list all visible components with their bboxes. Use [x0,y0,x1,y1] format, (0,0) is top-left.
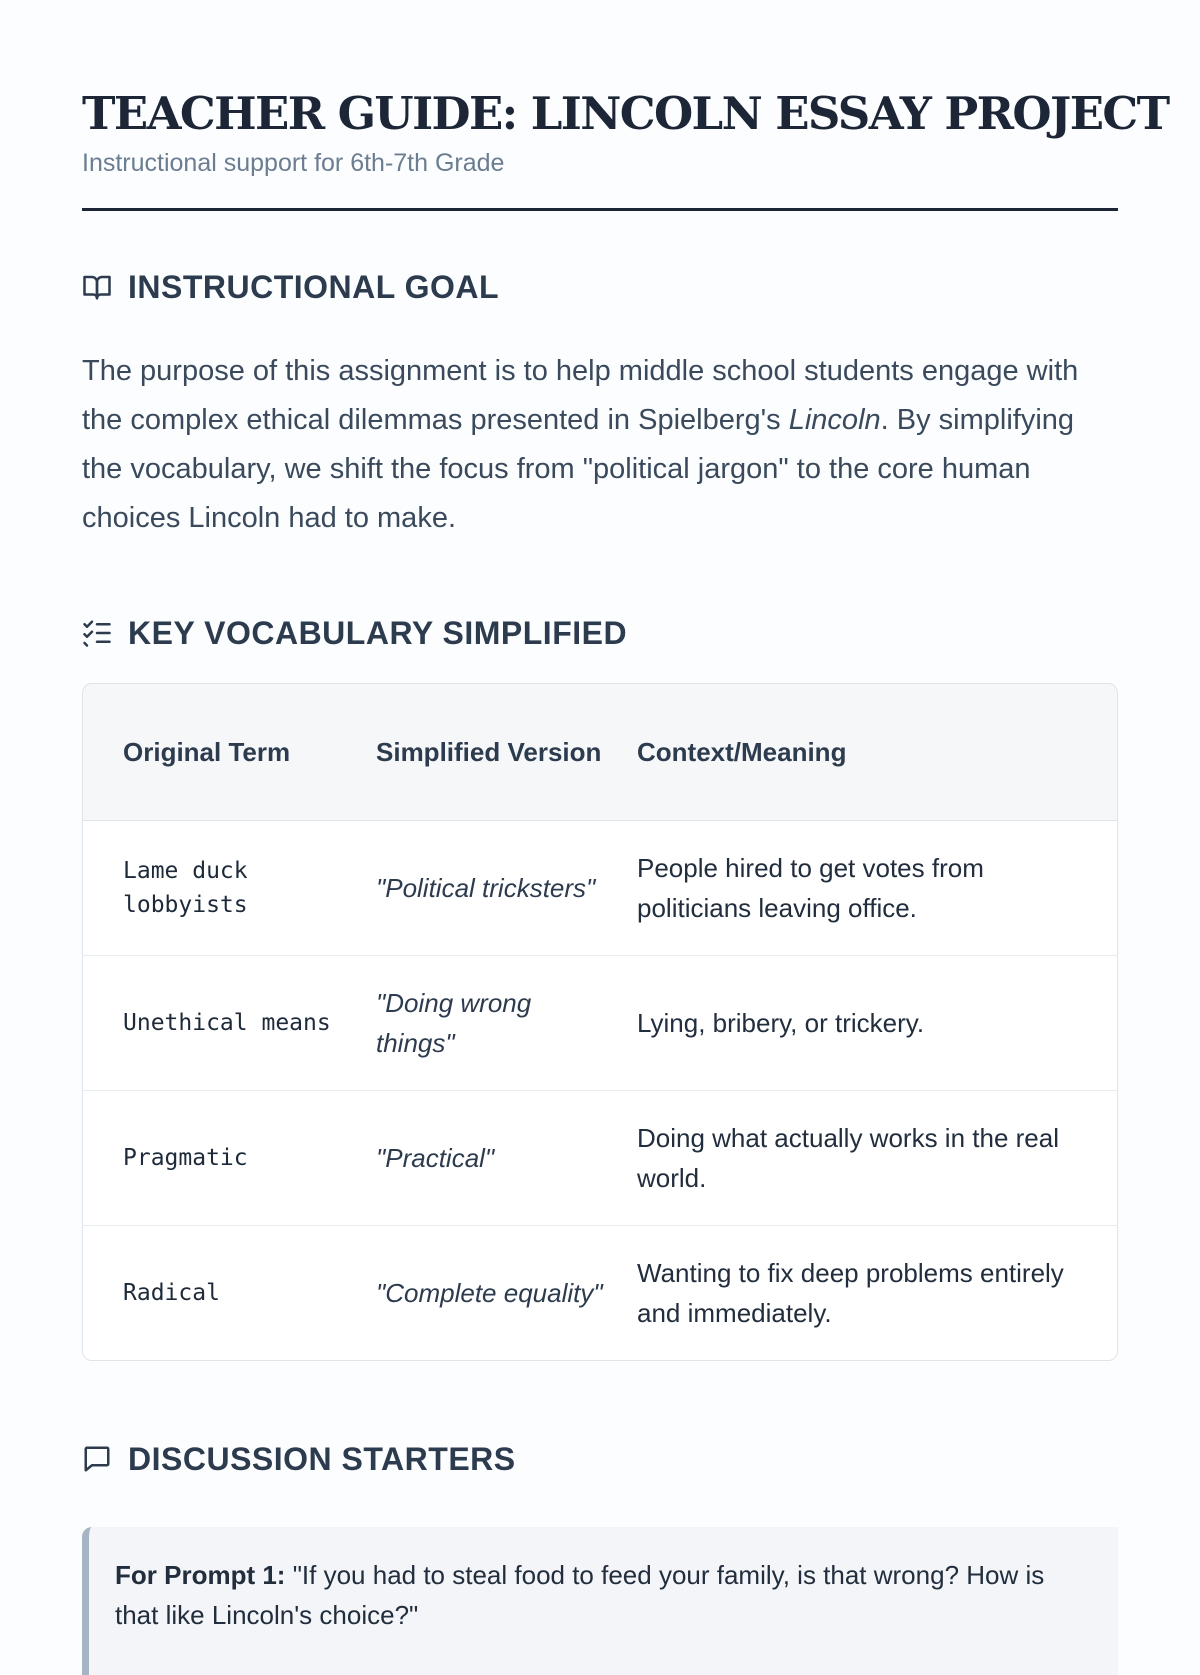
table-row [83,955,1117,1090]
goal-paragraph: The purpose of this assignment is to help middle school students engage with the complex ethical dilemmas presented in Spielberg's Lincoln. By simplifying the vocabulary, we shift the focus from "political jargon" to the core human choices Lincoln had to make. [82,355,1079,534]
section-title-discussion-starters [82,1439,1118,1479]
simplified-cell: "Doing wrong things" [348,955,637,1090]
table-header-row [83,684,1117,820]
header-divider [82,208,1118,211]
starter-label: For Prompt 1: [115,1560,286,1590]
meaning-cell: Wanting to fix deep problems entirely and immediately. [637,1225,1117,1360]
page-subtitle: Instructional support for 6th-7th Grade [82,149,505,177]
term-cell: Unethical means [83,955,348,1090]
column-header-simplified-version: Simplified Version [348,684,637,820]
simplified-cell: "Practical" [348,1090,637,1225]
starter-text: "If you had to steal food to feed your family, is that wrong? How is that like Lincoln's choice?" [115,1560,1045,1630]
table-row [83,820,1117,955]
term-cell: Pragmatic [83,1090,348,1225]
meaning-cell: Lying, bribery, or trickery. [637,955,1117,1090]
term-cell: Lame duck lobbyists [123,857,248,918]
discussion-starter-card [82,1527,1118,1675]
table-row [83,1090,1117,1225]
checklist-icon [82,618,112,648]
column-header-original-term: Original Term [83,684,348,820]
section-title-text: DISCUSSION STARTERS [128,1441,516,1477]
meaning-cell: Doing what actually works in the real world. [637,1090,1117,1225]
column-header-context-meaning: Context/Meaning [637,684,1117,820]
simplified-cell: "Political tricksters" [376,872,596,903]
film-title: Lincoln [788,404,881,436]
section-title-text: KEY VOCABULARY SIMPLIFIED [128,615,628,651]
page-title: TEACHER GUIDE: LINCOLN ESSAY PROJECT [82,87,1169,140]
term-cell: Radical [83,1225,348,1360]
simplified-cell: "Complete equality" [348,1225,637,1360]
table-row [83,1225,1117,1360]
section-title-key-vocabulary [82,613,1118,653]
meaning-cell: People hired to get votes from politicians leaving office. [637,852,984,923]
vocabulary-table [82,683,1118,1361]
section-title-instructional-goal [82,267,1118,307]
section-title-text: INSTRUCTIONAL GOAL [128,269,500,305]
speech-bubble-icon [82,1444,112,1474]
book-icon [82,272,112,302]
